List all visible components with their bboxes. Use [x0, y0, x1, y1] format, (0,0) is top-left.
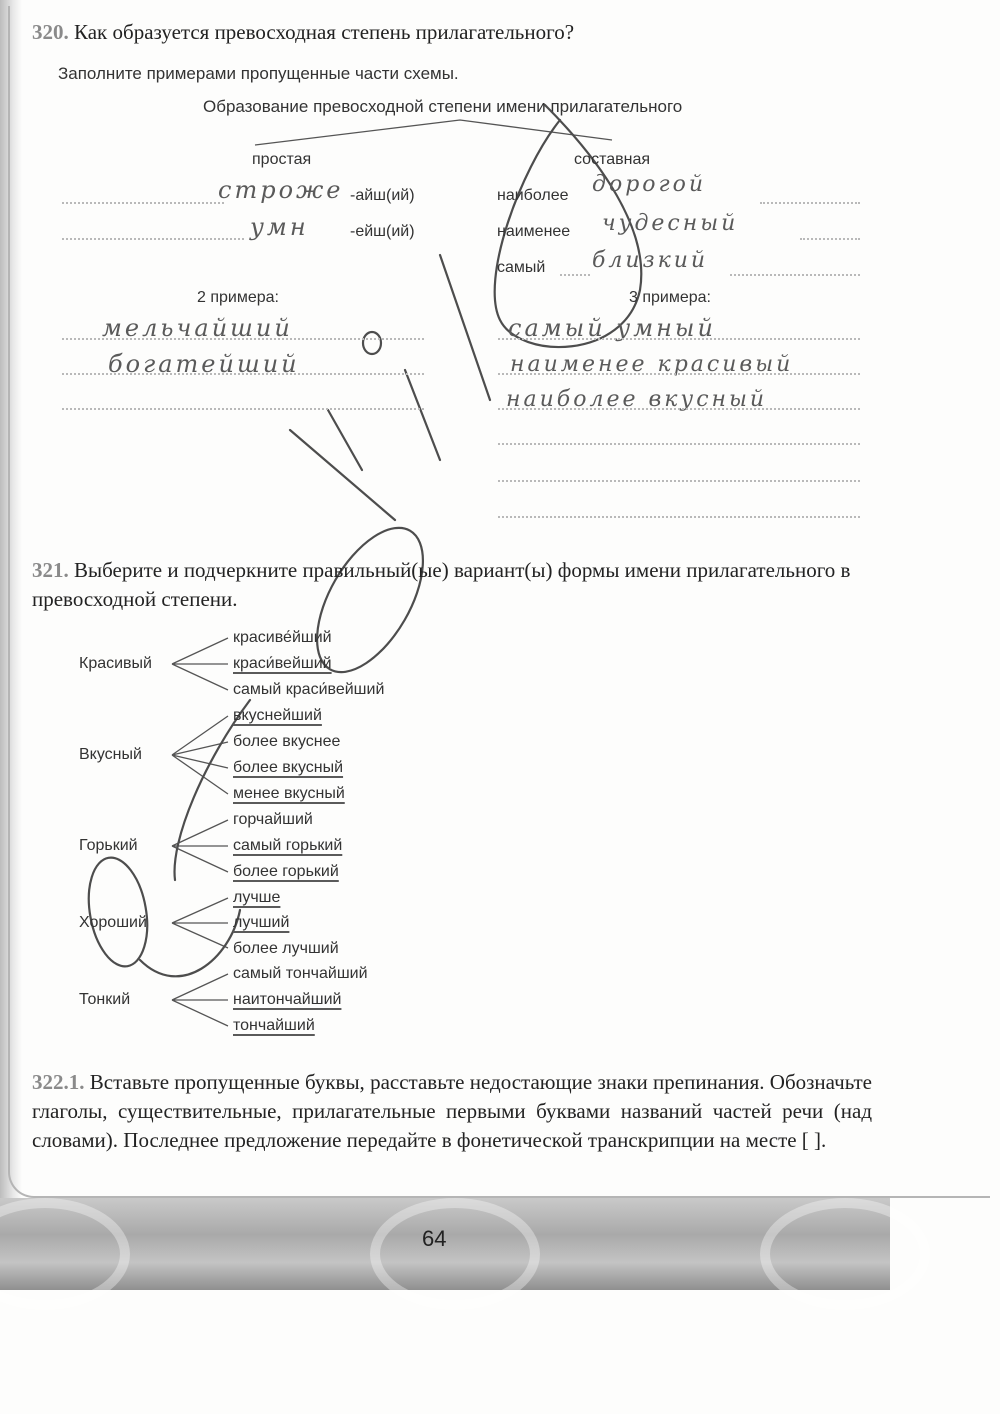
handwritten-example: наиболее вкусный — [506, 387, 768, 412]
form-option: красиве́йший — [233, 629, 332, 646]
dotted-line — [498, 338, 860, 340]
exercise-question: Как образуется превосходная степень прилагательного? — [74, 20, 575, 44]
branch-simple: простая — [252, 151, 312, 168]
form-option: наитончайший — [233, 991, 342, 1008]
dotted-line — [498, 516, 860, 518]
dotted-line — [62, 202, 224, 204]
examples-3-label: 3 примера: — [629, 289, 711, 306]
dotted-line — [62, 408, 424, 410]
handwritten-compound-1: дорогой — [592, 172, 707, 197]
handwritten-example: мельчайший — [102, 314, 293, 342]
dotted-line — [62, 338, 424, 340]
handwritten-compound-3: близкий — [592, 248, 709, 273]
exercise-321-heading — [32, 556, 872, 614]
form-option: лучший — [233, 914, 290, 931]
form-option: менее вкусный — [233, 785, 345, 802]
diagram-title: Образование превосходной степени имени прилагательного — [203, 97, 683, 116]
footer-decoration — [370, 1198, 540, 1310]
exercise-number: 321. — [32, 558, 69, 582]
form-option: более вкуснее — [233, 733, 341, 750]
dotted-line — [498, 373, 860, 375]
dotted-line — [800, 238, 860, 240]
form-option: краси́вейший — [233, 655, 332, 672]
handwritten-example: самый умный — [508, 314, 716, 342]
dotted-line — [560, 274, 590, 276]
exercise-number: 322.1. — [32, 1070, 85, 1094]
form-option: более вкусный — [233, 759, 344, 776]
form-option: горчайший — [233, 811, 313, 828]
dotted-line — [62, 373, 424, 375]
form-option: более лучший — [233, 940, 339, 957]
form-option: лучше — [233, 889, 281, 906]
examples-2-label: 2 примера: — [197, 289, 279, 306]
handwritten-example: наименее красивый — [510, 352, 794, 377]
form-option: тончайший — [233, 1017, 315, 1034]
form-option: более горький — [233, 863, 339, 880]
dotted-line — [760, 202, 860, 204]
word-naibolee: наиболее — [497, 187, 569, 204]
adjective-base: Хороший — [79, 914, 147, 931]
dotted-line — [498, 443, 860, 445]
adjective-base: Вкусный — [79, 746, 142, 763]
page-number: 64 — [422, 1226, 447, 1251]
form-option: вкуснейший — [233, 707, 322, 724]
form-option: самый горький — [233, 837, 343, 854]
handwritten-stem-2: умн — [250, 213, 309, 241]
exercise-322-heading — [32, 1068, 872, 1155]
adjective-base: Красивый — [79, 655, 152, 672]
exercise-text: Вставьте пропущенные буквы, расставьте недостающие знаки препинания. Обозначьте глаголы, существительные, прилагательные первыми буквами названий частей речи (над словами). Последнее предложение передайте в фонетической транскрипции на месте [ ]. — [32, 1070, 872, 1152]
footer-decoration — [0, 1198, 130, 1310]
dotted-line — [498, 408, 860, 410]
adjective-base: Тонкий — [79, 991, 131, 1008]
form-option: самый краси́вейший — [233, 681, 385, 698]
word-naimenee: наименее — [497, 223, 571, 240]
handwritten-stem-1: строже — [218, 176, 344, 204]
handwritten-example: богатейший — [108, 350, 300, 378]
word-samyy: самый — [497, 259, 546, 276]
exercise-instruction: Заполните примерами пропущенные части схемы. — [58, 64, 459, 83]
handwritten-compound-2: чудесный — [602, 211, 739, 236]
dotted-line — [62, 238, 244, 240]
exercise-number: 320. — [32, 20, 69, 44]
form-option: самый тончайший — [233, 965, 368, 982]
dotted-line — [730, 274, 860, 276]
footer-decoration — [760, 1198, 930, 1310]
adjective-base: Горький — [79, 837, 138, 854]
exercise-text: Выберите и подчеркните правильный(ые) вариант(ы) формы имени прилагательного в превосходной степени. — [32, 558, 851, 611]
suffix-eysh: -ейш(ий) — [350, 223, 415, 240]
suffix-aysh: -айш(ий) — [350, 187, 415, 204]
branch-compound: составная — [574, 151, 651, 168]
dotted-line — [498, 480, 860, 482]
